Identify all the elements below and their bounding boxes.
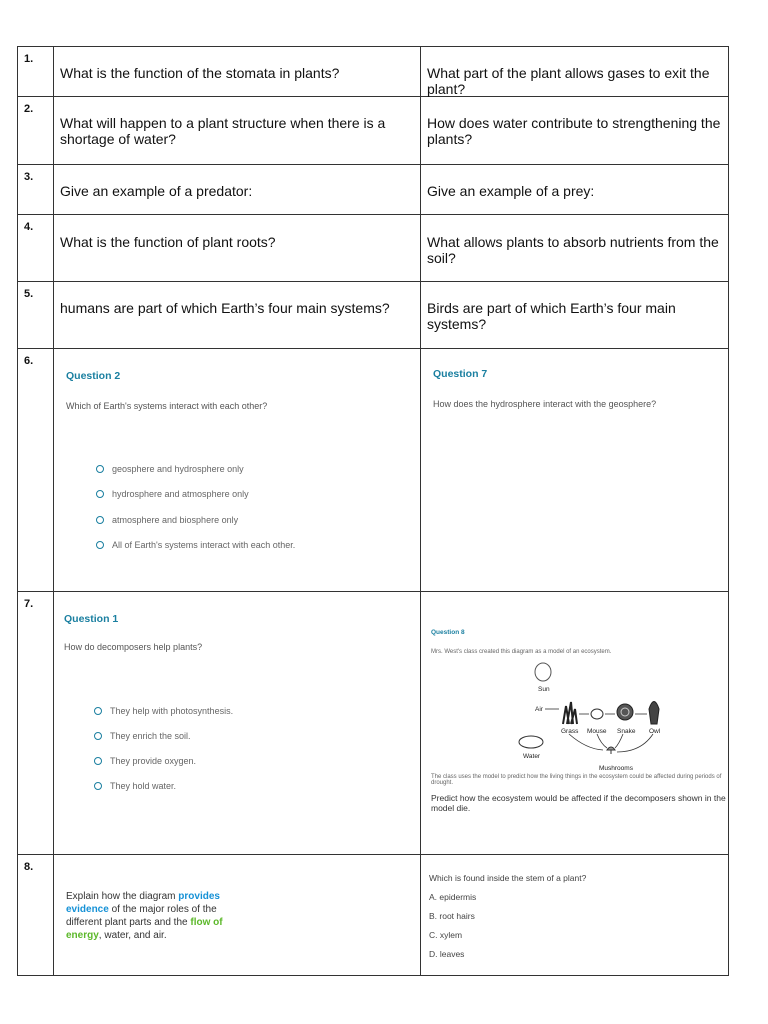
answer-option[interactable]: They help with photosynthesis. xyxy=(94,706,233,716)
owl-icon xyxy=(649,702,659,725)
row-number: 7. xyxy=(18,592,54,855)
question-text: What is the function of the stomata in plants? xyxy=(60,65,340,81)
row-number: 3. xyxy=(18,165,54,215)
mushrooms-icon xyxy=(607,747,615,754)
label-water: Water xyxy=(523,753,541,760)
question-heading: Question 8 xyxy=(431,629,465,636)
question-prompt: How do decomposers help plants? xyxy=(64,642,203,652)
question-text: What will happen to a plant structure when there is a shortage of water? xyxy=(60,115,386,147)
radio-icon[interactable] xyxy=(94,707,102,715)
table-row xyxy=(18,592,729,855)
ecosystem-diagram xyxy=(511,654,711,774)
label-mushrooms: Mushrooms xyxy=(599,765,633,772)
table-row xyxy=(18,855,729,976)
radio-icon[interactable] xyxy=(96,516,104,524)
row-number: 1. xyxy=(18,47,54,97)
answer-option[interactable]: D. leaves xyxy=(429,949,465,959)
sun-icon xyxy=(535,663,551,681)
question-text: Birds are part of which Earth’s four main systems? xyxy=(427,300,676,332)
table-row xyxy=(18,215,729,282)
label-sun: Sun xyxy=(538,686,550,693)
radio-icon[interactable] xyxy=(96,541,104,549)
row-number: 8. xyxy=(18,855,54,976)
worksheet-table xyxy=(17,46,729,976)
table-row xyxy=(18,349,729,592)
table-row xyxy=(18,165,729,215)
question-text: What is the function of plant roots? xyxy=(60,234,276,250)
question-heading: Question 2 xyxy=(66,370,121,382)
answer-option[interactable]: All of Earth's systems interact with each other. xyxy=(96,540,295,550)
answer-option[interactable]: atmosphere and biosphere only xyxy=(96,515,238,525)
answer-option[interactable]: B. root hairs xyxy=(429,911,475,921)
question-text: Give an example of a predator: xyxy=(60,183,253,199)
question-intro: Mrs. West's class created this diagram as a model of an ecosystem. xyxy=(431,649,612,655)
question-text: What part of the plant allows gases to exit the plant? xyxy=(427,65,710,97)
grass-icon xyxy=(563,702,577,724)
table-row xyxy=(18,97,729,165)
question-prompt: Which of Earth's systems interact with each other? xyxy=(66,401,268,411)
question-text: humans are part of which Earth’s four main systems? xyxy=(60,300,390,316)
snake-icon xyxy=(617,704,633,720)
question-text: What allows plants to absorb nutrients from the soil? xyxy=(427,234,719,266)
answer-option[interactable]: geosphere and hydrosphere only xyxy=(96,464,244,474)
radio-icon[interactable] xyxy=(94,732,102,740)
answer-option[interactable]: A. epidermis xyxy=(429,892,477,902)
label-owl: Owl xyxy=(649,728,661,735)
answer-option[interactable]: hydrosphere and atmosphere only xyxy=(96,489,249,499)
label-snake: Snake xyxy=(617,728,636,735)
row-number: 6. xyxy=(18,349,54,592)
radio-icon[interactable] xyxy=(94,757,102,765)
answer-option[interactable]: C. xylem xyxy=(429,930,463,940)
row-number: 2. xyxy=(18,97,54,165)
explain-prompt: Explain how the diagram provides evidence of the major roles of the different plant parts and the flow of energy, water, and air. xyxy=(66,891,223,941)
label-mouse: Mouse xyxy=(587,728,607,735)
question-text: How does water contribute to strengthening the plants? xyxy=(427,115,721,147)
table-row xyxy=(18,47,729,97)
question-heading: Question 7 xyxy=(433,368,488,380)
question-caption: The class uses the model to predict how the living things in the ecosystem could be affected during periods of drought. xyxy=(431,774,722,786)
question-prompt: Predict how the ecosystem would be affected if the decomposers shown in the model die. xyxy=(431,793,726,813)
label-grass: Grass xyxy=(561,728,579,735)
row-number: 5. xyxy=(18,282,54,349)
answer-option[interactable]: They provide oxygen. xyxy=(94,756,196,766)
table-row xyxy=(18,282,729,349)
radio-icon[interactable] xyxy=(94,782,102,790)
answer-option[interactable]: They enrich the soil. xyxy=(94,731,191,741)
mouse-icon xyxy=(591,709,603,719)
water-icon xyxy=(519,736,543,748)
question-heading: Question 1 xyxy=(64,613,119,625)
question-prompt: Which is found inside the stem of a plant? xyxy=(429,873,587,883)
radio-icon[interactable] xyxy=(96,490,104,498)
row-number: 4. xyxy=(18,215,54,282)
radio-icon[interactable] xyxy=(96,465,104,473)
answer-option[interactable]: They hold water. xyxy=(94,781,176,791)
question-text: Give an example of a prey: xyxy=(427,183,595,199)
question-prompt: How does the hydrosphere interact with the geosphere? xyxy=(433,399,657,409)
label-air: Air xyxy=(535,706,543,713)
